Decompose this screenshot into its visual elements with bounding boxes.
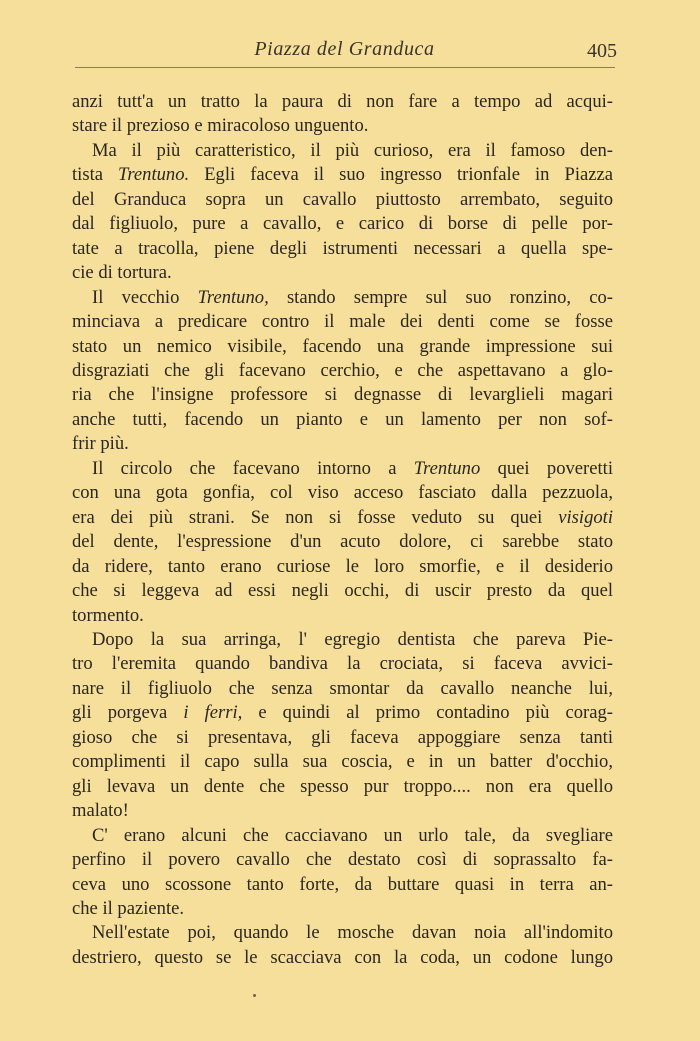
text-line bbox=[72, 481, 613, 505]
paragraph bbox=[72, 286, 613, 457]
text-line bbox=[72, 530, 613, 554]
text-line bbox=[72, 799, 613, 823]
italic-text: Trentuno. bbox=[118, 164, 190, 186]
text-segment: Ma il più caratteristico, il più curioso, era il famoso den- bbox=[92, 139, 613, 161]
body-text bbox=[72, 90, 613, 970]
text-segment: perfino il povero cavallo che destato così di soprassalto fa- bbox=[72, 849, 613, 871]
text-line bbox=[72, 677, 613, 701]
header-rule bbox=[75, 67, 615, 68]
text-segment: ria che l'insigne professore si degnasse di levarglieli magari bbox=[72, 384, 613, 406]
text-line bbox=[72, 335, 613, 359]
text-segment: quei poveretti bbox=[480, 457, 613, 479]
text-segment: era dei più strani. Se non si fosse veduto su quei bbox=[72, 506, 559, 528]
text-segment: complimenti il capo sulla sua coscia, e in un batter d'occhio, bbox=[72, 751, 613, 773]
text-segment: che si leggeva ad essi negli occhi, di uscir presto da quel bbox=[72, 580, 613, 602]
text-line bbox=[72, 432, 613, 456]
paragraph bbox=[72, 921, 613, 970]
paragraph bbox=[72, 457, 613, 628]
text-segment: cie di tortura. bbox=[72, 262, 172, 284]
text-line bbox=[72, 555, 613, 579]
text-line bbox=[72, 701, 613, 725]
italic-text: visigoti bbox=[558, 506, 613, 528]
text-line bbox=[72, 848, 613, 872]
text-segment: C' erano alcuni che cacciavano un urlo tale, da svegliare bbox=[92, 824, 613, 846]
text-segment: Egli faceva il suo ingresso trionfale in Piazza bbox=[189, 164, 613, 186]
text-segment: del Granduca sopra un cavallo piuttosto arrembato, seguito bbox=[72, 188, 613, 210]
text-segment: tate a tracolla, piene degli istrumenti necessari a quella spe- bbox=[72, 237, 613, 259]
paragraph bbox=[72, 90, 613, 139]
text-segment: e quindi al primo contadino più corag- bbox=[242, 702, 613, 724]
text-segment: tista bbox=[72, 164, 119, 186]
text-segment: gioso che si presentava, gli faceva appoggiare senza tanti bbox=[72, 726, 613, 748]
text-line bbox=[72, 604, 613, 628]
text-line bbox=[72, 457, 613, 481]
text-segment: tormento. bbox=[72, 604, 144, 626]
text-line bbox=[72, 286, 613, 310]
text-line bbox=[72, 139, 613, 163]
text-line bbox=[72, 90, 613, 114]
text-line bbox=[72, 506, 613, 530]
text-segment: malato! bbox=[72, 800, 129, 822]
page-number: 405 bbox=[587, 40, 617, 62]
text-line bbox=[72, 359, 613, 383]
text-line bbox=[72, 726, 613, 750]
text-segment: stando sempre sul suo ronzino, co- bbox=[268, 286, 613, 308]
text-segment: gli porgeva bbox=[72, 702, 184, 724]
text-segment: minciava a predicare contro il male dei denti come se fosse bbox=[72, 311, 613, 333]
text-segment: Nell'estate poi, quando le mosche davan noia all'indomito bbox=[92, 922, 613, 944]
text-segment: con una gota gonfia, col viso acceso fasciato dalla pezzuola, bbox=[72, 482, 613, 504]
italic-text: Trentuno bbox=[413, 457, 481, 479]
text-line bbox=[72, 408, 613, 432]
text-segment: che il paziente. bbox=[72, 897, 185, 919]
text-segment: stato un nemico visibile, facendo una grande impressione sui bbox=[72, 335, 613, 357]
text-segment: destriero, questo se le scacciava con la coda, un codone lungo bbox=[72, 946, 613, 968]
text-line bbox=[72, 652, 613, 676]
text-line bbox=[72, 628, 613, 652]
italic-text: i ferri, bbox=[183, 702, 243, 724]
text-line bbox=[72, 579, 613, 603]
paragraph bbox=[72, 628, 613, 824]
text-line bbox=[72, 310, 613, 334]
text-segment: gli levava un dente che spesso pur troppo.... non era quello bbox=[72, 775, 613, 797]
text-segment: Il vecchio bbox=[92, 286, 198, 308]
italic-text: Trentuno, bbox=[197, 286, 269, 308]
paragraph bbox=[72, 824, 613, 922]
text-line bbox=[72, 775, 613, 799]
text-line bbox=[72, 163, 613, 187]
running-head: Piazza del Granduca bbox=[254, 38, 435, 60]
text-segment: Dopo la sua arringa, l' egregio dentista che pareva Pie- bbox=[92, 628, 613, 650]
page-header bbox=[72, 36, 617, 66]
text-line bbox=[72, 114, 613, 138]
text-segment: Il circolo che facevano intorno a bbox=[92, 457, 414, 479]
text-line bbox=[72, 212, 613, 236]
text-segment: anche tutti, facendo un pianto e un lamento per non sof- bbox=[72, 408, 613, 430]
text-line bbox=[72, 824, 613, 848]
text-segment: nare il figliuolo che senza smontar da cavallo neanche lui, bbox=[72, 677, 613, 699]
text-segment: da ridere, tanto erano curiose le loro smorfie, e il desiderio bbox=[72, 555, 613, 577]
text-segment: tro l'eremita quando bandiva la crociata, si faceva avvici- bbox=[72, 653, 613, 675]
text-segment: ceva uno scossone tanto forte, da buttare quasi in terra an- bbox=[72, 873, 613, 895]
text-line bbox=[72, 750, 613, 774]
text-line bbox=[72, 188, 613, 212]
text-line bbox=[72, 873, 613, 897]
text-line bbox=[72, 237, 613, 261]
text-segment: dal figliuolo, pure a cavallo, e carico di borse di pelle por- bbox=[72, 213, 613, 235]
text-segment: anzi tutt'a un tratto la paura di non fare a tempo ad acqui- bbox=[72, 91, 613, 112]
text-line bbox=[72, 383, 613, 407]
text-segment: stare il prezioso e miracoloso unguento. bbox=[72, 115, 369, 137]
print-speck bbox=[253, 994, 256, 997]
text-line bbox=[72, 897, 613, 921]
text-segment: frir più. bbox=[72, 433, 129, 455]
text-line bbox=[72, 946, 613, 970]
text-line bbox=[72, 261, 613, 285]
paragraph bbox=[72, 139, 613, 286]
text-line bbox=[72, 921, 613, 945]
text-segment: del dente, l'espressione d'un acuto dolore, ci sarebbe stato bbox=[72, 531, 613, 553]
text-segment: disgraziati che gli facevano cerchio, e che aspettavano a glo- bbox=[72, 359, 613, 381]
